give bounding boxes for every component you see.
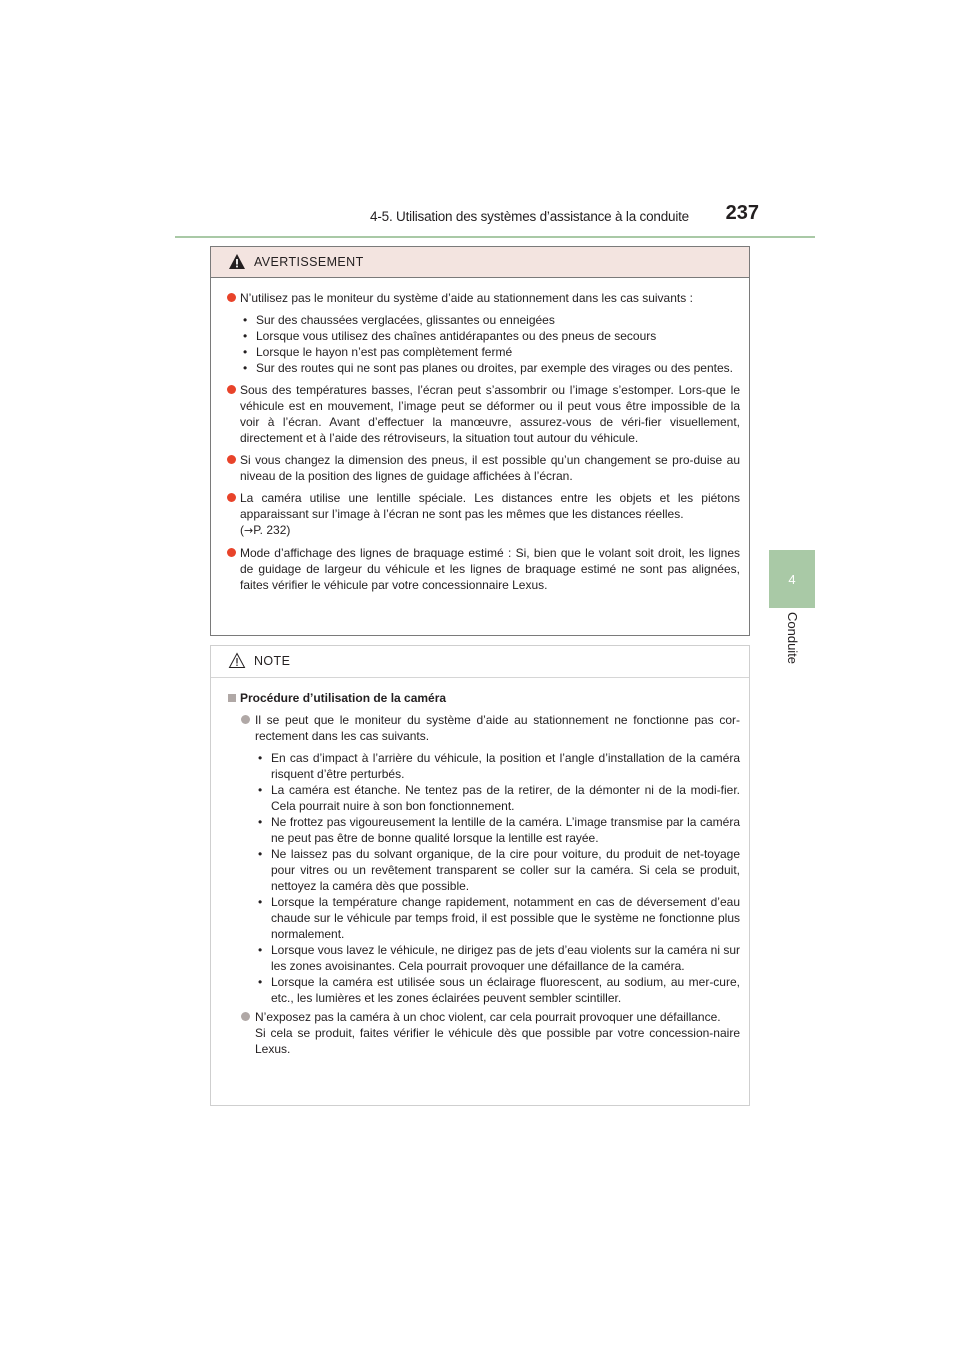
warning-item: Si vous changez la dimension des pneus, il est possible qu’un changement se pro-duise au niveau de la position des lignes de guidage affichées à l’écran. [225, 452, 740, 484]
note-item: N’exposez pas la caméra à un choc violent, car cela pourrait provoquer une défaillance. Si cela se produit, faites vérifier le véhicule dès que possible par votre concession-naire Lexus. [225, 1009, 740, 1057]
warning-item: La caméra utilise une lentille spéciale. Les distances entre les objets et les piétons apparaissant sur l’image à l’écran ne sont pas les mêmes que les distances réelles. (→P. 232) [225, 490, 740, 539]
chapter-label: Conduite [785, 612, 800, 665]
note-title: NOTE [254, 654, 291, 668]
note-item: Il se peut que le moniteur du système d’aide au stationnement ne fonctionne pas cor-rectement dans les cas suivants. [225, 712, 740, 744]
warning-item: N’utilisez pas le moniteur du système d’aide au stationnement dans les cas suivants : [225, 290, 740, 306]
page-number: 237 [725, 202, 759, 224]
note-sub-item: • Lorsque la caméra est utilisée sous un éclairage fluorescent, au sodium, au mer-cure, etc., les lumières et les zones éclairées peuvent sembler scintiller. [258, 975, 740, 1005]
warning-sub-item: • Lorsque vous utilisez des chaînes antidérapantes ou des pneus de secours [243, 329, 657, 343]
caution-icon [228, 652, 246, 669]
note-tail-text: Si cela se produit, faites vérifier le véhicule dès que possible par votre concession-naire Lexus. [255, 1026, 740, 1056]
warning-header [211, 247, 749, 278]
bullet-dot-icon [227, 293, 236, 302]
bullet-dot-icon [241, 715, 250, 724]
note-sub-item: • Lorsque la température change rapidement, notamment en cas de déversement d’eau chaude sur le véhicule par temps froid, il est possible que le système ne fonctionne plus normalement. [258, 895, 740, 941]
warning-title: AVERTISSEMENT [254, 255, 364, 269]
note-sub-item: • Lorsque vous lavez le véhicule, ne dirigez pas de jets d’eau violents sur la caméra ni sur les zones avoisinantes. Cela pourrait provoquer une défaillance de la caméra. [258, 943, 740, 973]
warning-sub-item: • Sur des routes qui ne sont pas planes ou droites, par exemple des virages ou des pentes. [243, 361, 733, 375]
page-header [175, 200, 815, 238]
warning-box [210, 246, 750, 636]
square-bullet-icon [228, 694, 236, 702]
bullet-dot-icon [241, 1012, 250, 1021]
note-sub-item: • La caméra est étanche. Ne tentez pas de la retirer, de la démonter ni de la modi-fier. Cela pourrait nuire à son bon fonctionnement. [258, 783, 740, 813]
bullet-dot-icon [227, 548, 236, 557]
note-header [211, 646, 749, 678]
chapter-number: 4 [788, 571, 796, 587]
section-title: 4-5. Utilisation des systèmes d’assistance à la conduite [370, 209, 689, 224]
warning-sub-item: • Lorsque le hayon n’est pas complètement fermé [243, 345, 513, 359]
note-sub-item: • En cas d’impact à l’arrière du véhicule, la position et l’angle d’installation de la caméra risquent d’être perturbés. [258, 751, 740, 781]
page-reference-arrow: → [244, 524, 254, 537]
page-reference[interactable]: P. 232) [253, 523, 291, 537]
bullet-dot-icon [227, 493, 236, 502]
warning-item: Sous des températures basses, l’écran peut s’assombrir ou l’image s’estomper. Lors-que le véhicule est en mouvement, l’image peut se déformer ou il peut vous être impossible de la voir à l’écran. Avant d’effectuer la manœuvre, assurez-vous de véri-fier visuellement, directement et à l’aide des rétroviseurs, la situation tout autour du véhicule. [225, 382, 740, 446]
bullet-dot-icon [227, 455, 236, 464]
chapter-tab [769, 550, 815, 608]
note-sub-item: • Ne laissez pas du solvant organique, de la cire pour voiture, du produit de net-toyage pour vitres ou un revêtement transparent se coller sur la caméra. Si cela se produit, nettoyez la caméra dès que possible. [258, 847, 740, 893]
warning-item: Mode d’affichage des lignes de braquage estimé : Si, bien que le volant soit droit, les lignes de guidage de largeur du véhicule et les lignes de braquage estimé ne sont pas alignées, faites vérifier le véhicule par votre concessionnaire Lexus. [225, 545, 740, 593]
bullet-dot-icon [227, 385, 236, 394]
note-sub-item: • Ne frottez pas vigoureusement la lentille de la caméra. L’image transmise par la caméra ne peut pas être de bonne qualité lorsque la lentille est rayée. [258, 815, 740, 845]
note-box [210, 645, 750, 1106]
warning-sub-item: • Sur des chaussées verglacées, glissantes ou enneigées [243, 313, 555, 327]
note-heading: Procédure d’utilisation de la caméra [225, 690, 740, 706]
warning-icon [228, 253, 246, 270]
